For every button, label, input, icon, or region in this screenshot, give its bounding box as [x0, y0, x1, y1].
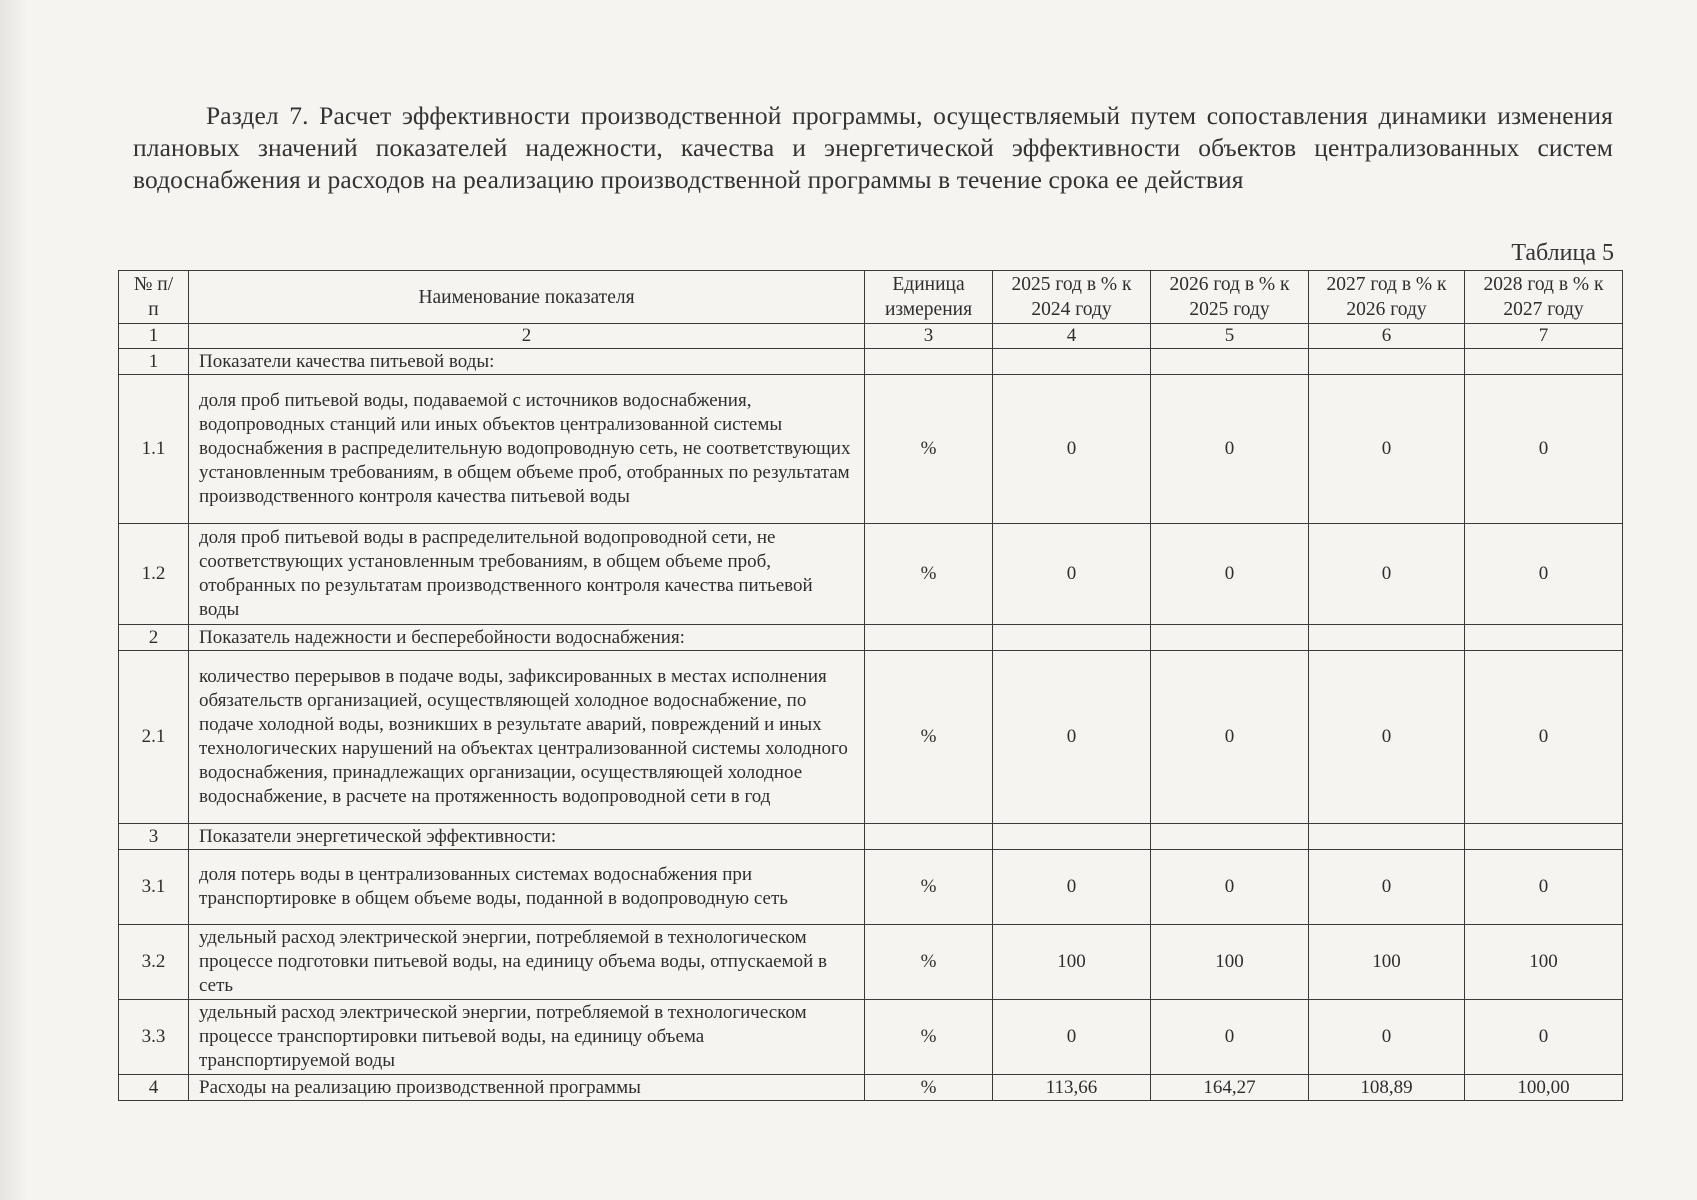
row-value-2026 — [1151, 349, 1309, 375]
row-unit — [865, 349, 993, 375]
row-number: 1 — [119, 349, 189, 375]
header-2025: 2025 год в % к 2024 году — [993, 271, 1151, 324]
row-value-2026 — [1151, 824, 1309, 850]
row-value-2028: 0 — [1465, 524, 1623, 625]
row-value-2028 — [1465, 824, 1623, 850]
row-indicator-name: Расходы на реализацию производственной программы — [189, 1075, 865, 1101]
header-2028: 2028 год в % к 2027 году — [1465, 271, 1623, 324]
table-row — [119, 625, 1623, 651]
column-number-row — [119, 324, 1623, 349]
row-unit: % — [865, 375, 993, 524]
row-unit: % — [865, 651, 993, 824]
row-value-2025 — [993, 625, 1151, 651]
header-2027: 2027 год в % к 2026 году — [1309, 271, 1465, 324]
row-number: 2 — [119, 625, 189, 651]
row-value-2026: 0 — [1151, 850, 1309, 925]
column-number: 3 — [865, 324, 993, 349]
row-value-2025: 0 — [993, 1000, 1151, 1075]
row-unit — [865, 824, 993, 850]
row-value-2025 — [993, 824, 1151, 850]
row-value-2027 — [1309, 824, 1465, 850]
row-unit: % — [865, 850, 993, 925]
row-unit: % — [865, 524, 993, 625]
table-row — [119, 651, 1623, 824]
row-value-2027: 0 — [1309, 850, 1465, 925]
table-row — [119, 1075, 1623, 1101]
row-indicator-name: Показатели качества питьевой воды: — [189, 349, 865, 375]
column-number: 1 — [119, 324, 189, 349]
row-unit: % — [865, 1000, 993, 1075]
scan-edge — [0, 0, 28, 1200]
row-value-2028: 100 — [1465, 925, 1623, 1000]
row-number: 3.1 — [119, 850, 189, 925]
row-value-2026: 164,27 — [1151, 1075, 1309, 1101]
row-indicator-name: количество перерывов в подаче воды, зафиксированных в местах исполнения обязательств организацией, осуществляющей холодное водоснабжение, по подаче холодной воды, возникших в результате аварий, повреждений и иных технологических нарушений на объектах централизованной системы холодного водоснабжения, принадлежащих организации, осуществляющей холодное водоснабжение, в расчете на протяженность водопроводной сети в год — [189, 651, 865, 824]
row-unit: % — [865, 925, 993, 1000]
row-value-2025: 100 — [993, 925, 1151, 1000]
row-number: 1.2 — [119, 524, 189, 625]
header-indicator-name: Наименование показателя — [189, 271, 865, 324]
row-value-2025: 0 — [993, 651, 1151, 824]
row-value-2026 — [1151, 625, 1309, 651]
table-header-row — [119, 271, 1623, 324]
section-heading: Раздел 7. Расчет эффективности производственной программы, осуществляемый путем сопоставления динамики изменения плановых значений показателей надежности, качества и энергетической эффективности объектов централизованных систем водоснабжения и расходов на реализацию производственной программы в течение срока ее действия — [133, 101, 1613, 194]
row-value-2028: 0 — [1465, 651, 1623, 824]
row-value-2028 — [1465, 349, 1623, 375]
table-row — [119, 824, 1623, 850]
row-value-2025 — [993, 349, 1151, 375]
table-row — [119, 375, 1623, 524]
efficiency-table — [118, 270, 1623, 1101]
row-indicator-name: доля потерь воды в централизованных системах водоснабжения при транспортировке в общем объеме воды, поданной в водопроводную сеть — [189, 850, 865, 925]
header-unit: Единица измерения — [865, 271, 993, 324]
row-value-2028: 0 — [1465, 375, 1623, 524]
column-number: 5 — [1151, 324, 1309, 349]
table-row — [119, 349, 1623, 375]
header-2026: 2026 год в % к 2025 году — [1151, 271, 1309, 324]
row-number: 3 — [119, 824, 189, 850]
row-number: 1.1 — [119, 375, 189, 524]
table-row — [119, 524, 1623, 625]
row-value-2027: 0 — [1309, 375, 1465, 524]
table-row — [119, 1000, 1623, 1075]
row-value-2025: 113,66 — [993, 1075, 1151, 1101]
row-value-2028: 0 — [1465, 850, 1623, 925]
column-number: 2 — [189, 324, 865, 349]
row-value-2027: 108,89 — [1309, 1075, 1465, 1101]
row-unit: % — [865, 1075, 993, 1101]
table-row — [119, 925, 1623, 1000]
row-value-2026: 0 — [1151, 1000, 1309, 1075]
row-indicator-name: Показатели энергетической эффективности: — [189, 824, 865, 850]
row-number: 3.3 — [119, 1000, 189, 1075]
row-indicator-name: доля проб питьевой воды, подаваемой с источников водоснабжения, водопроводных станций или иных объектов централизованной системы водоснабжения в распределительную водопроводную сеть, не соответствующих установленным требованиям, в общем объеме проб, отобранных по результатам производственного контроля качества питьевой воды — [189, 375, 865, 524]
row-indicator-name: удельный расход электрической энергии, потребляемой в технологическом процессе транспортировки питьевой воды, на единицу объема транспортируемой воды — [189, 1000, 865, 1075]
row-indicator-name: удельный расход электрической энергии, потребляемой в технологическом процессе подготовки питьевой воды, на единицу объема воды, отпускаемой в сеть — [189, 925, 865, 1000]
row-value-2027 — [1309, 625, 1465, 651]
row-value-2025: 0 — [993, 524, 1151, 625]
row-value-2028: 0 — [1465, 1000, 1623, 1075]
row-value-2025: 0 — [993, 375, 1151, 524]
row-value-2026: 0 — [1151, 651, 1309, 824]
row-indicator-name: доля проб питьевой воды в распределительной водопроводной сети, не соответствующих установленным требованиям, в общем объеме проб, отобранных по результатам производственного контроля качества питьевой воды — [189, 524, 865, 625]
row-value-2027: 0 — [1309, 651, 1465, 824]
column-number: 7 — [1465, 324, 1623, 349]
row-unit — [865, 625, 993, 651]
row-number: 3.2 — [119, 925, 189, 1000]
row-indicator-name: Показатель надежности и бесперебойности водоснабжения: — [189, 625, 865, 651]
column-number: 4 — [993, 324, 1151, 349]
row-value-2027 — [1309, 349, 1465, 375]
row-value-2027: 0 — [1309, 1000, 1465, 1075]
row-value-2027: 100 — [1309, 925, 1465, 1000]
row-value-2025: 0 — [993, 850, 1151, 925]
table-label: Таблица 5 — [1511, 240, 1614, 266]
row-value-2027: 0 — [1309, 524, 1465, 625]
row-value-2026: 0 — [1151, 524, 1309, 625]
row-number: 2.1 — [119, 651, 189, 824]
table-row — [119, 850, 1623, 925]
column-number: 6 — [1309, 324, 1465, 349]
row-value-2028 — [1465, 625, 1623, 651]
header-number: № п/п — [119, 271, 189, 324]
row-value-2028: 100,00 — [1465, 1075, 1623, 1101]
row-number: 4 — [119, 1075, 189, 1101]
row-value-2026: 100 — [1151, 925, 1309, 1000]
row-value-2026: 0 — [1151, 375, 1309, 524]
